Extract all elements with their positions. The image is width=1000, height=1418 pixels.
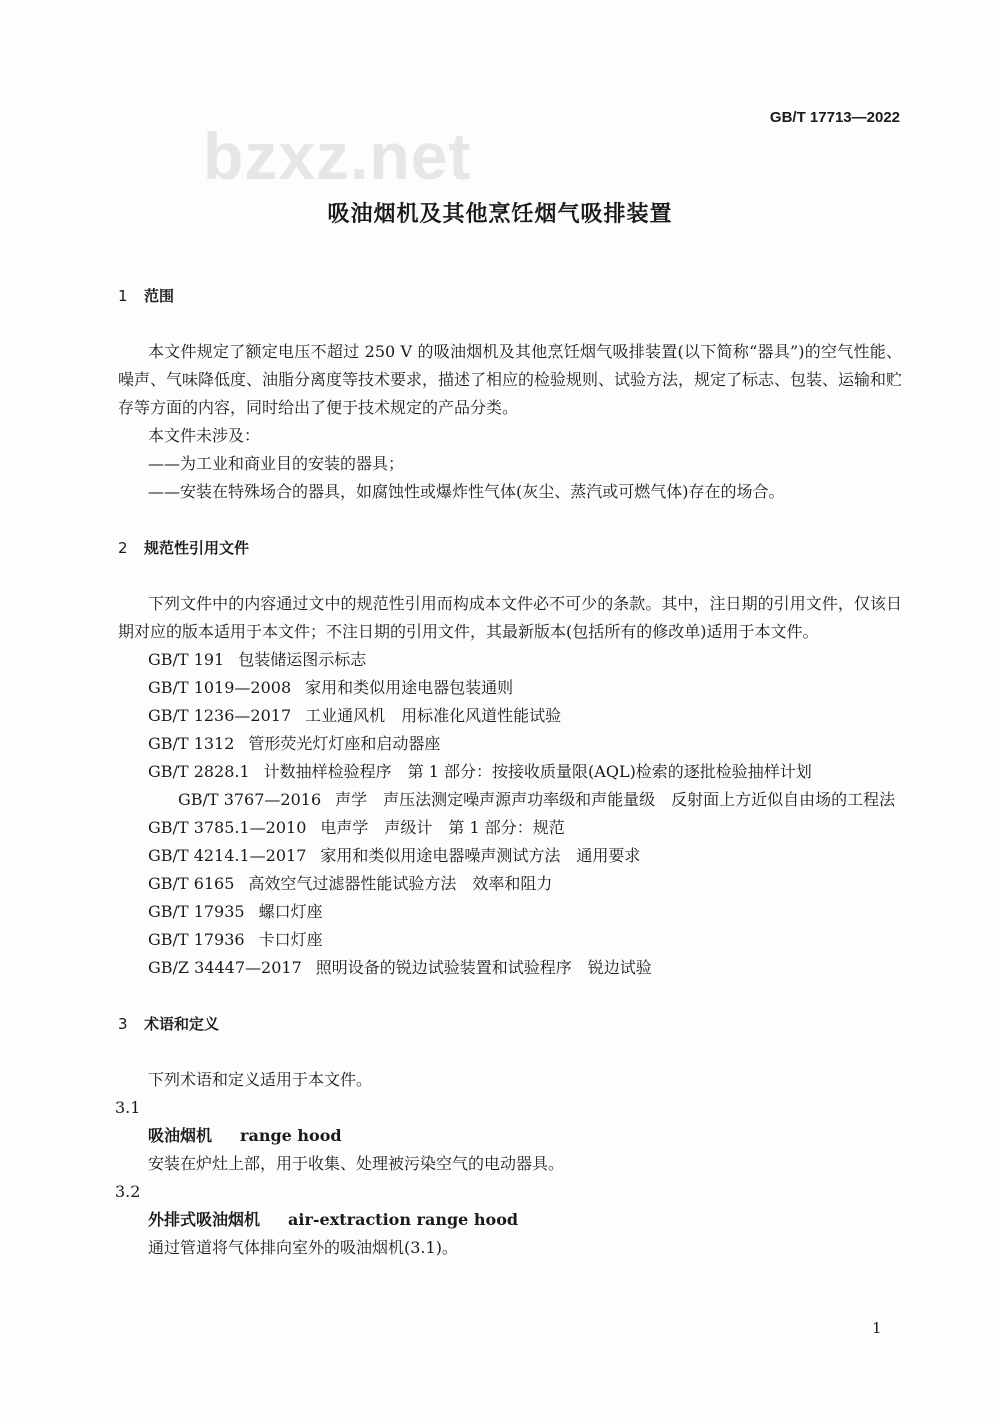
reference-title: 高效空气过滤器性能试验方法 效率和阻力	[248, 874, 553, 893]
reference-item	[118, 758, 902, 786]
section-number: 2	[118, 539, 128, 557]
term-en: range hood	[240, 1126, 342, 1145]
term-title	[118, 1206, 902, 1234]
list-item: ——为工业和商业目的安装的器具；	[148, 454, 405, 473]
term-number: 3.1	[115, 1098, 141, 1117]
document-body	[115, 282, 903, 1290]
reference-code: GB/T 3785.1—2010	[148, 818, 307, 837]
reference-item	[118, 870, 902, 898]
reference-item	[118, 786, 902, 814]
reference-title: 卡口灯座	[258, 930, 323, 949]
reference-title: 家用和类似用途电器噪声测试方法 通用要求	[320, 846, 641, 865]
reference-item	[118, 702, 902, 730]
term-title	[118, 1122, 902, 1150]
paragraph: 下列文件中的内容通过文中的规范性引用而构成本文件必不可少的条款。其中，注日期的引用文件，仅该日期对应的版本适用于本文件；不注日期的引用文件，其最新版本(包括所有的修改单)适用于本文件。	[118, 594, 902, 641]
paragraph: 下列术语和定义适用于本文件。	[148, 1070, 373, 1089]
list-item: ——安装在特殊场合的器具，如腐蚀性或爆炸性气体(灰尘、蒸汽或可燃气体)存在的场合。	[148, 482, 785, 501]
section-title: 术语和定义	[144, 1015, 220, 1033]
reference-item	[118, 954, 902, 982]
reference-code: GB/Z 34447—2017	[148, 958, 302, 977]
reference-item	[118, 814, 902, 842]
section-normative-references	[118, 534, 902, 982]
reference-code: GB/T 1236—2017	[148, 706, 292, 725]
reference-code: GB/T 1019—2008	[148, 678, 292, 697]
reference-code: GB/T 6165	[148, 874, 235, 893]
reference-item	[118, 730, 902, 758]
reference-title: 电声学 声级计 第 1 部分：规范	[320, 818, 565, 837]
reference-code: GB/T 2828.1	[148, 762, 250, 781]
reference-title: 包装储运图示标志	[238, 650, 367, 669]
paragraph: 本文件未涉及：	[148, 426, 261, 445]
section-heading	[118, 1010, 902, 1038]
reference-code: GB/T 4214.1—2017	[148, 846, 307, 865]
reference-title: 计数抽样检验程序 第 1 部分：按接收质量限(AQL)检索的逐批检验抽样计划	[263, 762, 812, 781]
reference-title: 照明设备的锐边试验装置和试验程序 锐边试验	[315, 958, 652, 977]
section-terms	[115, 1010, 902, 1262]
section-heading	[118, 534, 902, 562]
term-zh: 外排式吸油烟机	[148, 1210, 261, 1229]
reference-code: GB/T 17935	[148, 902, 245, 921]
reference-title: 声学 声压法测定噪声源声功率级和声能量级 反射面上方近似自由场的工程法	[335, 790, 896, 809]
section-scope	[118, 282, 902, 506]
reference-title: 管形荧光灯灯座和启动器座	[248, 734, 441, 753]
standard-number: GB/T 17713—2022	[769, 109, 900, 126]
reference-code: GB/T 17936	[148, 930, 245, 949]
term-en: air-extraction range hood	[288, 1210, 519, 1229]
term-number: 3.2	[115, 1182, 141, 1201]
term-zh: 吸油烟机	[148, 1126, 213, 1145]
section-title: 范围	[144, 287, 175, 305]
reference-item	[118, 842, 902, 870]
term-definition: 通过管道将气体排向室外的吸油烟机(3.1)。	[148, 1238, 458, 1257]
reference-item	[118, 898, 902, 926]
watermark: bzxz.net	[203, 119, 472, 193]
reference-title: 家用和类似用途电器包装通则	[305, 678, 514, 697]
reference-code: GB/T 191	[148, 650, 225, 669]
reference-title: 螺口灯座	[258, 902, 323, 921]
document-title: 吸油烟机及其他烹饪烟气吸排装置	[327, 202, 673, 227]
section-title: 规范性引用文件	[144, 539, 250, 557]
section-heading	[118, 282, 902, 310]
page-number: 1	[872, 1319, 882, 1337]
reference-code: GB/T 3767—2016	[178, 790, 322, 809]
reference-title: 工业通风机 用标准化风道性能试验	[305, 706, 562, 725]
paragraph: 本文件规定了额定电压不超过 250 V 的吸油烟机及其他烹饪烟气吸排装置(以下简称“器具”)的空气性能、噪声、气味降低度、油脂分离度等技术要求，描述了相应的检验规则、试验方法，规定了标志、包装、运输和贮存等方面的内容，同时给出了便于技术规定的产品分类。	[118, 342, 903, 417]
reference-item	[118, 646, 902, 674]
reference-list	[118, 646, 902, 982]
section-number: 1	[118, 287, 128, 305]
reference-item	[118, 674, 902, 702]
section-number: 3	[118, 1015, 128, 1033]
reference-item	[118, 926, 902, 954]
term-definition: 安装在炉灶上部，用于收集、处理被污染空气的电动器具。	[148, 1154, 565, 1173]
reference-code: GB/T 1312	[148, 734, 235, 753]
